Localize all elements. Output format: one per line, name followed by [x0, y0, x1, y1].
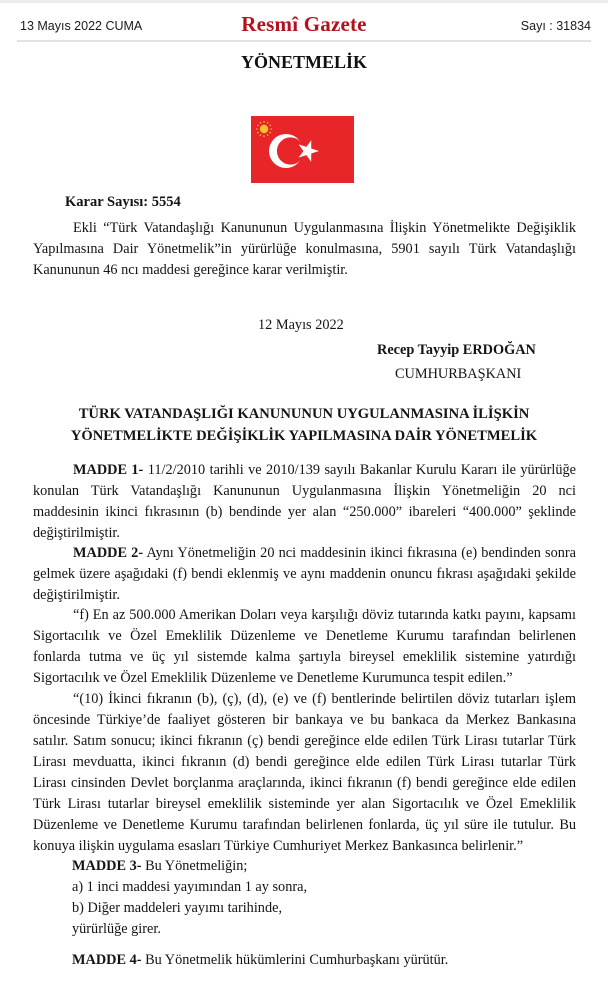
article-2-text: Aynı Yönetmeliğin 20 nci maddesinin ikinci fıkrasına (e) bendinden sonra gelmek üzere aşağıdaki (f) bendi eklenmiş ve aynı maddenin onuncu fıkrası aşağıdaki şekilde değiştirilmiştir. [33, 545, 576, 603]
gazette-title: Resmî Gazete [241, 12, 367, 36]
article-3-item-a: a) 1 inci maddesi yayımından 1 ay sonra, [72, 879, 308, 895]
section-title: YÖNETMELİK [240, 52, 368, 72]
turkish-presidential-flag-icon [251, 116, 354, 183]
article-3 [72, 856, 307, 940]
article-3-item-b: b) Diğer maddeleri yayımı tarihinde, [72, 900, 283, 916]
article-2-label: MADDE 2- [73, 545, 144, 561]
signatory-title: CUMHURBAŞKANI [395, 366, 522, 382]
issue-number: Sayı : 31834 [520, 19, 591, 33]
article-3-text: Bu Yönetmeliğin; [141, 858, 248, 874]
article-2-clause-10: “(10) İkinci fıkranın (b), (ç), (d), (e) ve (f) bentlerinde belirtilen döviz tutarları işlem öncesinde Türkiye’de faaliyet gösteren bir bankaya ve bu bankaca da Merkez Bankasına satılır. Satım sonucu; ikinci fıkranın (ç) bendi gereğince elde edilen Türk Lirası tutarlar Türk Lirası mevduatta, ikinci fıkranın (d) bendi gereğince elde edilen Türk Lirası tutarlar Türk Lirası cinsinden Devlet borçlanma araçlarında, ikinci fıkranın (f) bendi gereğince elde edilen Türk Lirası tutarlar bireysel emeklilik sisteminde yer alan Sigortacılık ve Özel Emeklilik Düzenleme ve Denetleme Kurumu tarafından belirlenen fonlarda, üç yıl süre ile tutulur. Bu konuya ilişkin uygulama esasları Türkiye Cumhuriyet Merkez Bankasınca belirlenir.” [33, 691, 576, 854]
regulation-title-line-1: TÜRK VATANDAŞLIĞI KANUNUNUN UYGULANMASINA İLİŞKİN [78, 406, 530, 422]
decision-text: Ekli “Türk Vatandaşlığı Kanununun Uygulanmasına İlişkin Yönetmelikte Değişiklik Yapılmasına Dair Yönetmelik”in yürürlüğe konulmasına, 5901 sayılı Türk Vatandaşlığı Kanununun 46 ncı maddesi gereğince karar verilmiştir. [33, 220, 576, 278]
publication-date: 13 Mayıs 2022 CUMA [20, 19, 143, 33]
article-1 [33, 460, 576, 544]
article-4 [72, 950, 448, 971]
article-3-heading [72, 856, 307, 877]
top-border [0, 0, 608, 3]
signatory-name: Recep Tayyip ERDOĞAN [377, 342, 536, 358]
gazette-header [17, 12, 591, 38]
decision-number: Karar Sayısı: 5554 [65, 194, 181, 210]
article-1-label: MADDE 1- [73, 462, 144, 478]
article-3-label: MADDE 3- [72, 858, 142, 874]
article-4-label: MADDE 4- [72, 952, 142, 968]
header-divider [17, 40, 591, 42]
article-3-item-c: yürürlüğe girer. [72, 921, 161, 937]
regulation-title [0, 403, 608, 447]
decision-date: 12 Mayıs 2022 [258, 317, 344, 333]
article-4-text: Bu Yönetmelik hükümlerini Cumhurbaşkanı yürütür. [141, 952, 449, 968]
article-2-clause-f: “f) En az 500.000 Amerikan Doları veya karşılığı döviz tutarında katkı payını, kapsamı Sigortacılık ve Özel Emeklilik Düzenleme ve Denetleme Kurumu tarafından belirlenen fonlarda tutma ve üç yıl sistemde kalma şartıyla bireysel emeklilik sistemine yatırdığı Sigortacılık ve Özel Emeklilik Düzenleme ve Denetleme Kurumunca tespit edilen.” [33, 607, 576, 686]
article-1-text: 11/2/2010 tarihli ve 2010/139 sayılı Bakanlar Kurulu Kararı ile yürürlüğe konulan Türk Vatandaşlığı Kanununun Uygulanmasına İlişkin Yönetmeliğin 20 nci maddesinin ikinci fıkrasının (b) bendinde yer alan “250.000” ibareleri “400.000” şeklinde değiştirilmiştir. [33, 462, 576, 541]
regulation-title-line-2: YÖNETMELİKTE DEĞİŞİKLİK YAPILMASINA DAİR YÖNETMELİK [70, 428, 538, 444]
article-2 [33, 543, 576, 606]
